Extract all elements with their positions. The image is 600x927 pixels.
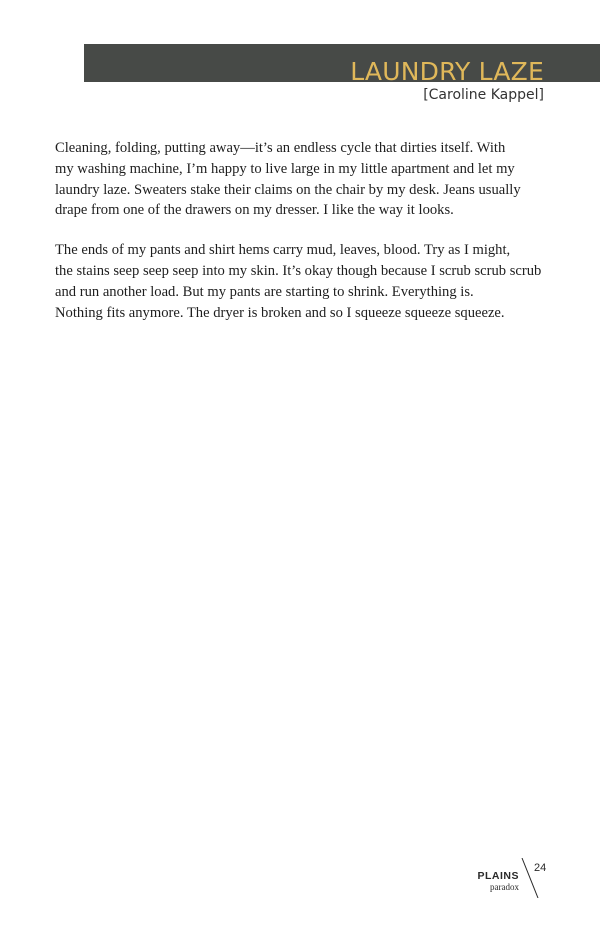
footer-brand — [472, 858, 552, 902]
article-body — [55, 138, 555, 342]
text-line: and run another load. But my pants are starting to shrink. Everything is. — [55, 283, 474, 300]
author-byline: [Caroline Kappel] — [423, 87, 544, 103]
text-line: Nothing fits anymore. The dryer is broken and so I squeeze squeeze squeeze. — [55, 304, 505, 321]
paragraph — [55, 240, 555, 323]
text-line: drape from one of the drawers on my dresser. I like the way it looks. — [55, 202, 454, 219]
text-line: laundry laze. Sweaters stake their claims on the chair by my desk. Jeans usually — [55, 181, 521, 198]
brand-subtitle: paradox — [490, 882, 519, 892]
brand-name: PLAINS — [477, 870, 519, 882]
paragraph — [55, 138, 555, 221]
page-title: LAUNDRY LAZE — [350, 57, 544, 86]
text-line: Cleaning, folding, putting away—it’s an endless cycle that dirties itself. With — [55, 140, 506, 156]
text-line: The ends of my pants and shirt hems carry mud, leaves, blood. Try as I might, — [55, 242, 511, 259]
text-line: the stains seep seep seep into my skin. It’s okay though because I scrub scrub scrub — [55, 262, 542, 279]
page-number: 24 — [534, 862, 547, 874]
text-line: my washing machine, I’m happy to live large in my little apartment and let my — [55, 160, 515, 177]
